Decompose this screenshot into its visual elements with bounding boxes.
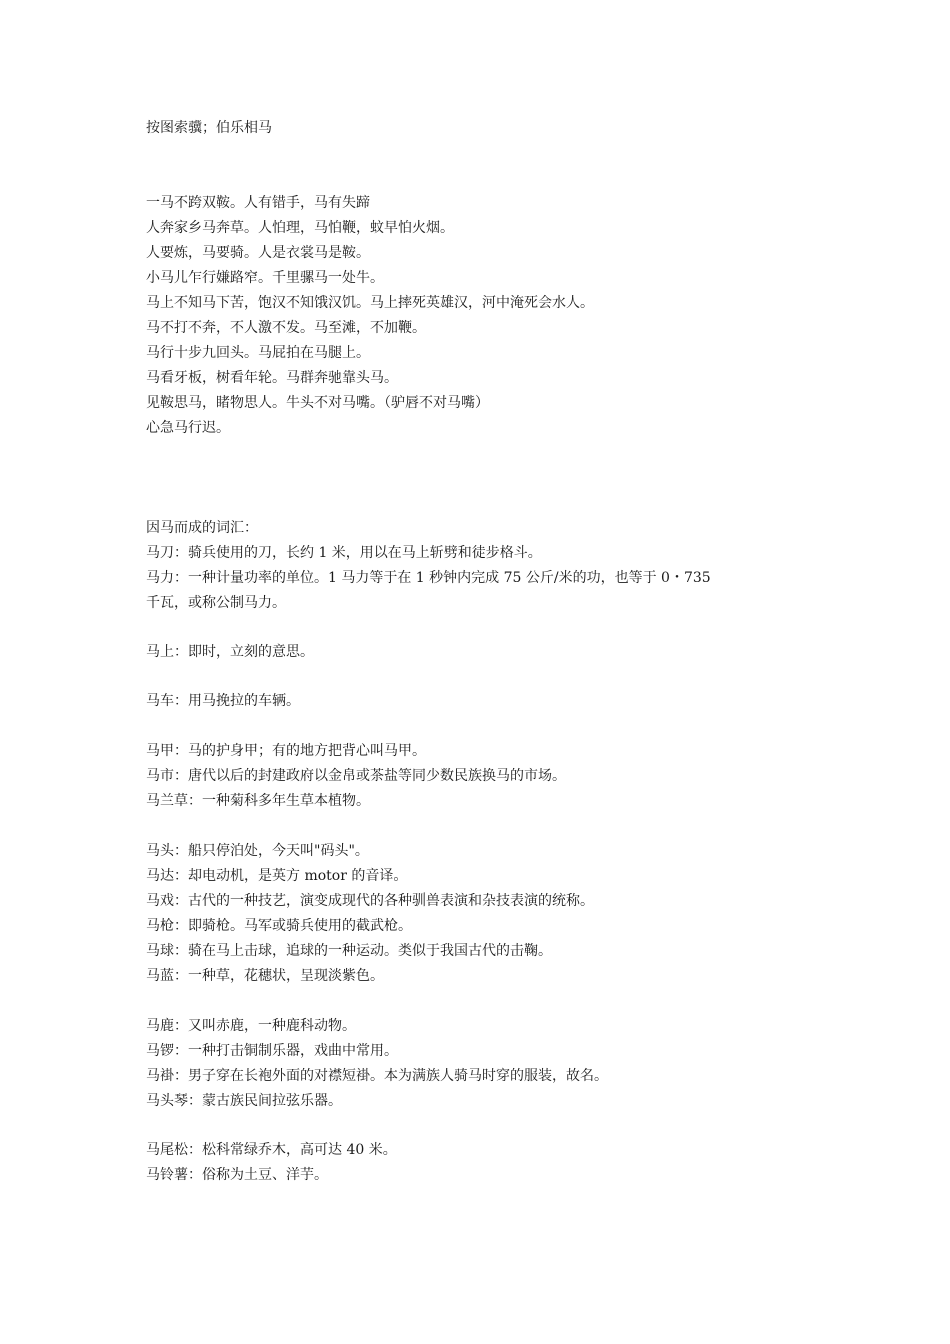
- saying-line: 小马儿乍行嫌路窄。千里骡马一处牛。: [146, 270, 384, 286]
- vocab-entry: 千瓦，或称公制马力。: [146, 595, 286, 611]
- vocab-entry: 马兰草：一种菊科多年生草本植物。: [146, 793, 370, 809]
- vocab-entry: 马球：骑在马上击球，追球的一种运动。类似于我国古代的击鞠。: [146, 943, 552, 959]
- vocab-entry: 马褂：男子穿在长袍外面的对襟短褂。本为满族人骑马时穿的服装，故名。: [146, 1068, 608, 1084]
- vocab-entry: 马上：即时，立刻的意思。: [146, 644, 314, 660]
- vocab-entry: 马达：却电动机，是英方 motor 的音译。: [146, 868, 408, 884]
- saying-line: 一马不跨双鞍。人有错手，马有失蹄: [146, 195, 370, 211]
- vocab-entry: 马头琴：蒙古族民间拉弦乐器。: [146, 1093, 342, 1109]
- saying-line: 人要炼，马要骑。人是衣裳马是鞍。: [146, 245, 370, 261]
- vocab-entry: 马头：船只停泊处，今天叫"码头"。: [146, 843, 369, 859]
- saying-line: 马上不知马下苦，饱汉不知饿汉饥。马上摔死英雄汉，河中淹死会水人。: [146, 295, 594, 311]
- saying-line: 马行十步九回头。马屁拍在马腿上。: [146, 345, 370, 361]
- vocab-entry: 马戏：古代的一种技艺，演变成现代的各种驯兽表演和杂技表演的统称。: [146, 893, 594, 909]
- vocab-entry: 马车：用马挽拉的车辆。: [146, 693, 300, 709]
- vocab-heading: 因马而成的词汇：: [146, 520, 258, 536]
- vocab-entry: 马锣：一种打击铜制乐器，戏曲中常用。: [146, 1043, 398, 1059]
- saying-line: 马看牙板，树看年轮。马群奔驰靠头马。: [146, 370, 398, 386]
- document-title: 按图索骥；伯乐相马: [146, 120, 272, 136]
- saying-line: 马不打不奔，不人激不发。马至滩，不加鞭。: [146, 320, 426, 336]
- vocab-entry: 马尾松：松科常绿乔木，高可达 40 米。: [146, 1142, 397, 1158]
- vocab-entry: 马市：唐代以后的封建政府以金帛或茶盐等同少数民族换马的市场。: [146, 768, 566, 784]
- saying-line: 心急马行迟。: [146, 420, 230, 436]
- saying-line: 见鞍思马，睹物思人。牛头不对马嘴。（驴唇不对马嘴）: [146, 395, 489, 411]
- saying-line: 人奔家乡马奔草。人怕理，马怕鞭，蚊早怕火烟。: [146, 220, 454, 236]
- vocab-entry: 马鹿：又叫赤鹿，一种鹿科动物。: [146, 1018, 356, 1034]
- vocab-entry: 马铃薯：俗称为土豆、洋芋。: [146, 1167, 328, 1183]
- vocab-entry: 马枪：即骑枪。马军或骑兵使用的截武枪。: [146, 918, 412, 934]
- vocab-entry: 马甲：马的护身甲；有的地方把背心叫马甲。: [146, 743, 426, 759]
- vocab-entry: 马刀：骑兵使用的刀，长约 1 米，用以在马上斩劈和徒步格斗。: [146, 545, 542, 561]
- vocab-entry: 马蓝：一种草，花穗状，呈现淡紫色。: [146, 968, 384, 984]
- vocab-entry: 马力：一种计量功率的单位。1 马力等于在 1 秒钟内完成 75 公斤/米的功，也等于 0・735: [146, 570, 711, 586]
